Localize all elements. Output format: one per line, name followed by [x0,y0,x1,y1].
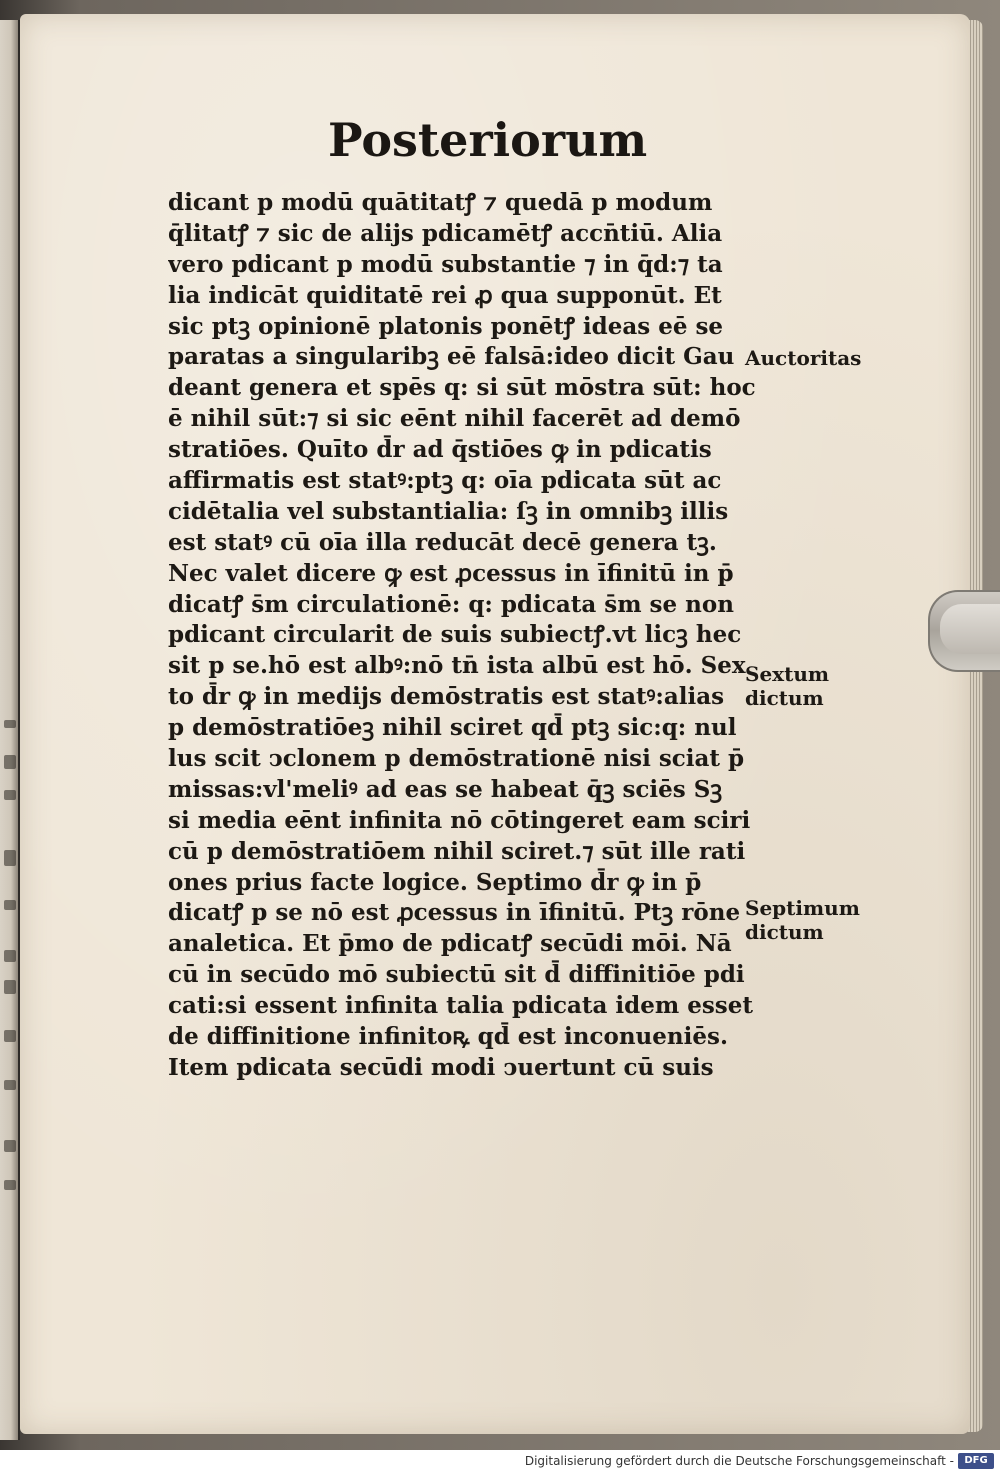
text-line: dicatꝭ p se nō est ꝓcessus in īfinitū. Ptꝫ rōne [168,899,741,927]
text-line: paratas a singularibꝫ eē falsā:ideo dicit Gau [168,343,735,371]
text-line: dicant p modū quātitatꝭ ⁊ quedā p modum [168,189,713,216]
text-line: cū p demōstratiōem nihil sciret.⁊ sūt ille rati [168,837,746,865]
text-line: sic ptꝫ opinionē platonis ponētꝭ ideas eē se [168,312,724,340]
clasp-inner [940,604,1000,654]
margin-note-sextum-dictum [745,662,885,710]
text-line: q̄litatꝭ ⁊ sic de alijs pdicamētꝭ accn̄tiū. Alia [168,219,723,247]
margin-note-text: Sextum [745,662,830,686]
margin-note-text: Auctoritas [745,346,862,370]
text-line: to d̄r ꝙ in medijs demōstratis est statꝰ:alias [168,683,725,711]
text-line: p demōstratiōeꝫ nihil sciret qd̄ ptꝫ sic:q: nul [168,714,737,742]
text-line: missas:vl'meliꝰ ad eas se habeat q̄ꝫ sciēs Sꝫ [168,775,723,803]
margin-note-septimum-dictum [745,896,885,944]
text-line: pdicant circularit de suis subiectꝭ.vt licꝫ hec [168,621,742,649]
text-line: cati:si essent infinita talia pdicata idem esset [168,992,753,1020]
text-line: deant genera et spēs q: si sūt mōstra sūt: hoc [168,374,756,402]
text-line: Nec valet dicere ꝙ est ꝓcessus in īfinitū in p̄ [168,559,734,587]
footer-bar [0,1450,1000,1473]
text-line: si media eēnt infinita nō cōtingeret eam sciri [168,806,751,834]
text-line: affirmatis est statꝰ:ptꝫ q: oīa pdicata sūt ac [168,467,722,495]
text-line: ones prius facte logice. Septimo d̄r ꝙ in p̄ [168,868,702,896]
text-line: stratiōes. Quīto d̄r ad q̄stiōes ꝙ in pdicatis [168,436,712,464]
dfg-logo: DFG [958,1453,994,1469]
text-line: ē nihil sūt:⁊ si sic eēnt nihil facerēt ad demō [168,405,741,433]
margin-note-text: Septimum [745,896,860,920]
running-head: Posteriorum [328,113,648,167]
text-line: lia indicāt quiditatē rei ꝓ qua supponūt. Et [168,281,722,309]
text-line: de diffinitione infinitoꝶ qd̄ est inconueniēs. [168,1023,728,1051]
funding-credit: Digitalisierung gefördert durch die Deutsche Forschungsgemeinschaft - [524,1454,954,1468]
margin-note-auctoritas [745,346,885,370]
text-line: vero pdicant p modū substantie ⁊ in q̄d:⁊ ta [168,250,723,278]
text-line: cū in secūdo mō subiectū sit d̄ diffinitiōe pdi [168,961,745,989]
text-line: sit p se.hō est albꝰ:nō tn̄ ista albū est hō. Sex [168,652,746,680]
text-line: lus scit ↄclonem p demōstrationē nisi sciat p̄ [168,745,745,773]
text-line: est statꝰ cū oīa illa reducāt decē genera tꝫ. [168,528,717,556]
margin-note-text: dictum [745,686,824,710]
margin-note-text: dictum [745,920,824,944]
previous-page-edge [0,20,20,1440]
text-line: dicatꝭ s̄m circulationē: q: pdicata s̄m se non [168,590,734,618]
previous-page-text-fragments [0,20,18,1440]
book-clasp [928,590,1000,672]
main-text-block [168,188,758,1084]
text-line: cidētalia vel substantialia: ſꝫ in omnibꝫ illis [168,497,729,525]
text-line: analetica. Et p̄mo de pdicatꝭ secūdi mōi. Nā [168,930,732,958]
text-line: Item pdicata secūdi modi ↄuertunt cū suis [168,1053,714,1081]
